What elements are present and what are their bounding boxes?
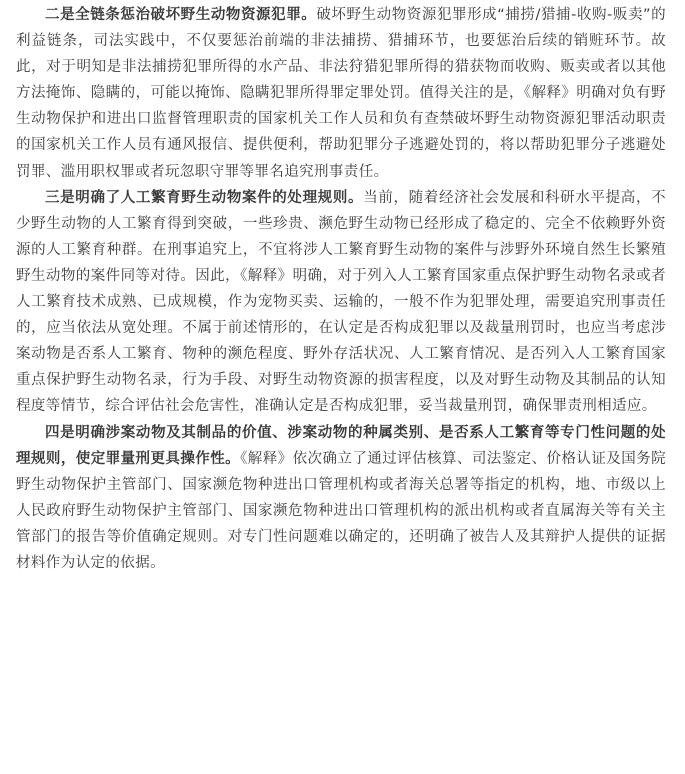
paragraph-three-body: 当前，随着经济社会发展和科研水平提高，不少野生动物的人工繁育得到突破，一些珍贵、濒危野生动物已经形成了稳定的、完全不依赖野外资源的人工繁育种群。在刑事追究上，不宜将涉人工繁育野生动物的案件与涉野外环境自然生长繁殖野生动物的案件同等对待。因此，《解释》明确，对于列入人工繁育国家重点保护野生动物名录或者人工繁育技术成熟、已成规模，作为宠物买卖、运输的，一般不作为犯罪处理，需要追究刑事责任的，应当依法从宽处理。不属于前述情形的，在认定是否构成犯罪以及裁量刑罚时，也应当考虑涉案动物是否系人工繁育、物种的濒危程度、野外存活状况、人工繁育情况、是否列入人工繁育国家重点保护野生动物名录，行为手段、对野生动物资源的损害程度，以及对野生动物及其制品的认知程度等情节，综合评估社会危害性，准确认定是否构成犯罪，妥当裁量刑罚，确保罪责刑相适应。 (16, 189, 666, 415)
paragraph-four (16, 420, 666, 577)
paragraph-four-body: 《解释》依次确立了通过评估核算、司法鉴定、价格认证及国务院野生动物保护主管部门、国家濒危物种进出口管理机构或者海关总署等指定的机构，地、市级以上人民政府野生动物保护主管部门、国家濒危物种进出口管理机构的派出机构或者直属海关等有关主管部门的报告等价值确定规则。对专门性问题难以确定的，还明确了被告人及其辩护人提供的证据材料作为认定的依据。 (16, 450, 666, 571)
paragraph-two-body: 破坏野生动物资源犯罪形成“捕捞/猎捕-收购-贩卖”的利益链条，司法实践中，不仅要惩治前端的非法捕捞、猎捕环节，也要惩治后续的销赃环节。故此，对于明知是非法捕捞犯罪所得的水产品、非法狩猎犯罪所得的猎获物而收购、贩卖或者以其他方法掩饰、隐瞒的，可能以掩饰、隐瞒犯罪所得罪定罪处罚。值得关注的是，《解释》明确对负有野生动物保护和进出口监督管理职责的国家机关工作人员和负有查禁破坏野生动物资源犯罪活动职责的国家机关工作人员有通风报信、提供便利，帮助犯罪分子逃避处罚的，将以帮助犯罪分子逃避处罚罪、滥用职权罪或者玩忽职守罪等罪名追究刑事责任。 (16, 7, 667, 180)
article-body (16, 2, 666, 576)
paragraph-two (16, 2, 666, 185)
paragraph-two-lead: 二是全链条惩治破坏野生动物资源犯罪。 (45, 7, 317, 23)
paragraph-three (16, 185, 666, 420)
paragraph-four-lead: 四是明确涉案动物及其制品的价值、涉案动物的种属类别、是否系人工繁育等专门性问题的处理规则，使定罪量刑更具操作性。 (16, 424, 666, 467)
paragraph-three-lead: 三是明确了人工繁育野生动物案件的处理规则。 (45, 189, 364, 206)
